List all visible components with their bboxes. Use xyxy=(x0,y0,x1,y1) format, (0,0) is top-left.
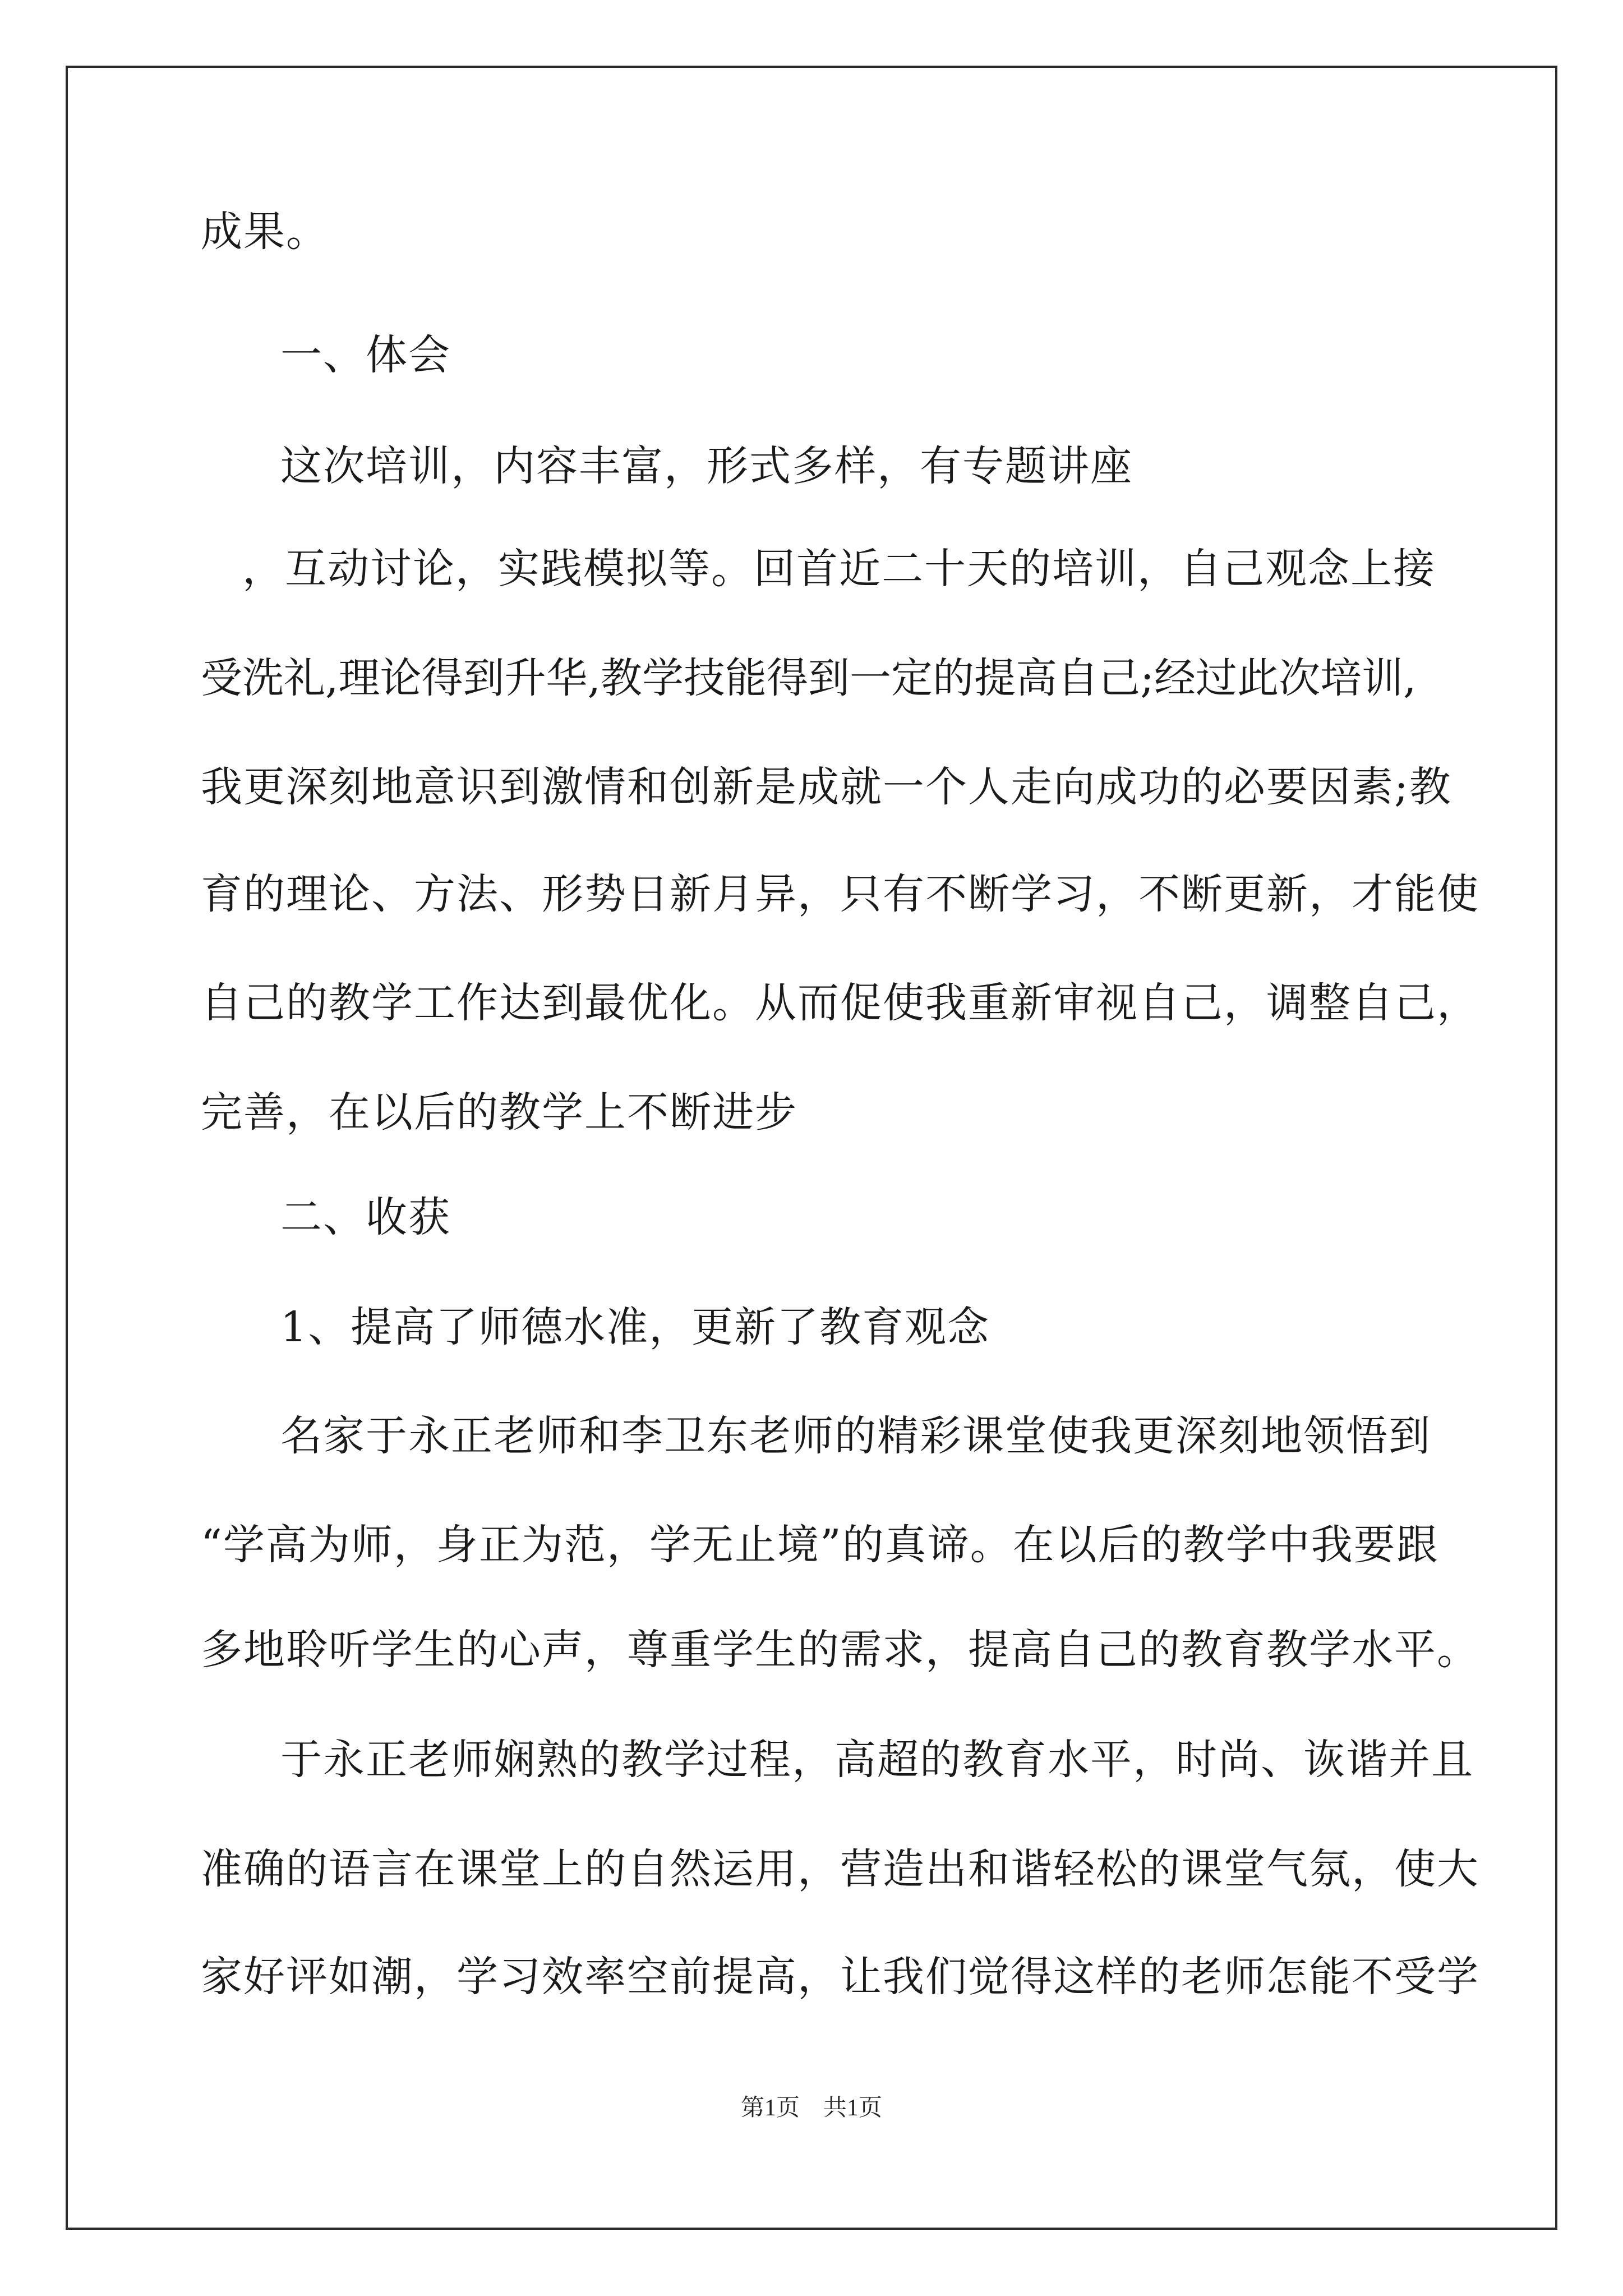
paragraph-line: 家好评如潮，学习效率空前提高，让我们觉得这样的老师怎能不受学 xyxy=(201,1953,1479,2001)
paragraph-line: 成果。 xyxy=(201,208,329,256)
paragraph-line: ，互动讨论，实践模拟等。回首近二十天的培训，自己观念上接 xyxy=(242,545,1436,593)
paragraph-line: 名家于永正老师和李卫东老师的精彩课堂使我更深刻地领悟到 xyxy=(280,1412,1431,1460)
page-border xyxy=(66,66,1557,2230)
paragraph-line: 育的理论、方法、形势日新月异，只有不断学习，不断更新，才能使 xyxy=(201,870,1479,918)
paragraph-line: 准确的语言在课堂上的自然运用，营造出和谐轻松的课堂气氛，使大 xyxy=(201,1845,1479,1893)
paragraph-line: 我更深刻地意识到激情和创新是成就一个人走向成功的必要因素;教 xyxy=(201,763,1452,811)
paragraph-line: 自己的教学工作达到最优化。从而促使我重新审视自己，调整自己， xyxy=(201,979,1479,1027)
paragraph-line: 多地聆听学生的心声，尊重学生的需求，提高自己的教育教学水平。 xyxy=(201,1626,1479,1674)
paragraph-line: 受洗礼,理论得到升华,教学技能得到一定的提高自己;经过此次培训, xyxy=(201,654,1417,702)
paragraph-line: 于永正老师娴熟的教学过程，高超的教育水平，时尚、诙谐并且 xyxy=(280,1736,1474,1784)
paragraph-line: “学高为师，身正为范，学无止境”的真谛。在以后的教学中我要跟 xyxy=(201,1521,1439,1569)
page-number-footer: 第1页 共1页 xyxy=(740,2095,882,2121)
section-heading: 二、收获 xyxy=(280,1193,451,1241)
paragraph-line: 完善，在以后的教学上不断进步 xyxy=(201,1088,797,1137)
subsection-heading: 1、提高了师德水准，更新了教育观念 xyxy=(280,1303,990,1351)
section-heading: 一、体会 xyxy=(280,331,451,379)
paragraph-line: 这次培训，内容丰富，形式多样，有专题讲座 xyxy=(280,442,1133,490)
